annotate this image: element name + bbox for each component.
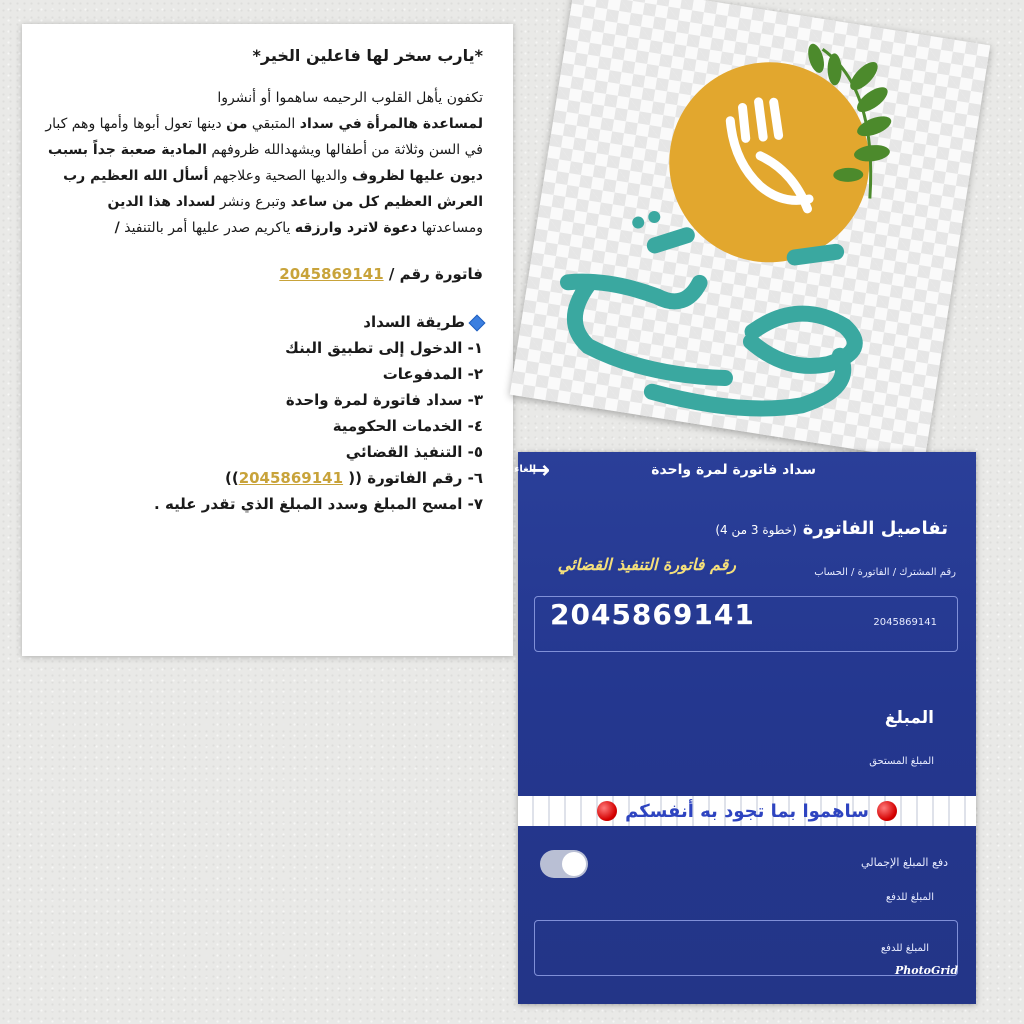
step6-suffix: )): [224, 469, 239, 487]
para-s6: المادية صعبة جداً بسبب ديون عليها لظروف: [48, 142, 483, 184]
para-s13: ياكريم صدر عليها أمر بالتنفيذ: [119, 220, 295, 236]
bank-app-screenshot: [514, 452, 976, 1004]
pay-amount-label: المبلغ للدفع: [885, 892, 934, 903]
para-s14: /: [114, 220, 120, 236]
step-item: ٥- التنفيذ القضائي: [345, 443, 483, 461]
banner-text: ساهموا بما تجود به أنفسكم: [625, 800, 869, 822]
step-item: ٤- الخدمات الحكومية: [332, 417, 483, 435]
nav-bar: [514, 452, 976, 490]
para-s11: ومساعدتها: [417, 220, 483, 236]
step6-prefix: ٦- رقم الفاتورة ((: [343, 469, 483, 487]
pay-total-label: دفع المبلغ الإجمالي: [861, 856, 948, 869]
appeal-title: *يارب سخر لها فاعلين الخير*: [252, 46, 483, 65]
photogrid-watermark: PhotoGrid: [895, 964, 959, 977]
step-item: ٧- امسح المبلغ وسدد المبلغ الذي تقدر عليه .: [154, 495, 483, 513]
red-circle-icon: [597, 801, 617, 821]
step-item: ٣- سداد فاتورة لمرة واحدة: [285, 391, 483, 409]
handwritten-note: رقم فاتورة التنفيذ القضائي: [557, 555, 736, 574]
invoice-line: [42, 265, 483, 283]
invoice-label: فاتورة رقم /: [383, 265, 483, 283]
sadaqa-logo-tile: [510, 0, 991, 460]
para-s4: من: [226, 116, 248, 132]
toggle-knob: [562, 852, 586, 876]
para-s1: تكفون يأهل القلوب الرحيمه ساهموا أو أنشروا: [217, 90, 483, 106]
para-s9: وتبرع ونشر: [215, 194, 291, 210]
cancel-button[interactable]: إلغاء: [514, 464, 536, 475]
due-amount-label: المبلغ المستحق: [869, 756, 934, 767]
step-item: ١- الدخول إلى تطبيق البنك: [285, 339, 483, 357]
contribute-banner: [518, 796, 976, 826]
steps-title-text: طريقة السداد: [363, 313, 465, 331]
back-arrow-icon[interactable]: →: [530, 456, 551, 484]
invoice-field-value: 2045869141: [873, 617, 937, 628]
sadaqa-logo: [510, 0, 991, 460]
step-item-invoice: [42, 465, 483, 491]
pay-amount-placeholder: المبلغ للدفع: [880, 943, 929, 954]
para-s12: دعوة لاترد وارزقه: [294, 220, 418, 236]
step6-number-link[interactable]: 2045869141: [238, 469, 344, 487]
section-title-text: تفاصيل الفاتورة: [802, 518, 948, 539]
payment-steps: [42, 309, 483, 517]
appeal-paragraph: [42, 85, 483, 241]
para-s7: والديها الصحية وعلاجهم: [208, 168, 353, 184]
appeal-text-card: [22, 24, 513, 656]
invoice-number-overlay: 2045869141: [550, 598, 755, 631]
para-s5: دينها تعول أبوها وأمها وهم كبار في السن وثلاثة من أطفالها ويشهدالله ظروفهم: [45, 116, 483, 158]
red-circle-icon: [877, 801, 897, 821]
amount-section-title: المبلغ: [884, 708, 934, 728]
account-label: رقم المشترك / الفاتورة / الحساب: [814, 567, 956, 578]
invoice-details-title: [715, 518, 948, 539]
step-indicator: (خطوة 3 من 4): [715, 523, 797, 537]
para-s3: المتبقي: [247, 116, 300, 132]
pay-total-toggle[interactable]: [540, 850, 588, 878]
para-s2: لمساعدة هالمرأة في سداد: [299, 116, 483, 132]
blue-diamond-icon: [469, 314, 486, 331]
step-item: ٢- المدفوعات: [382, 365, 483, 383]
nav-title: سداد فاتورة لمرة واحدة: [651, 462, 816, 478]
steps-title: [42, 309, 483, 335]
para-s8: أسأل الله العظيم رب العرش العظيم كل من ساعد: [63, 168, 483, 210]
para-s10: لسداد هذا الدين: [107, 194, 216, 210]
invoice-number-link[interactable]: 2045869141: [279, 265, 384, 283]
